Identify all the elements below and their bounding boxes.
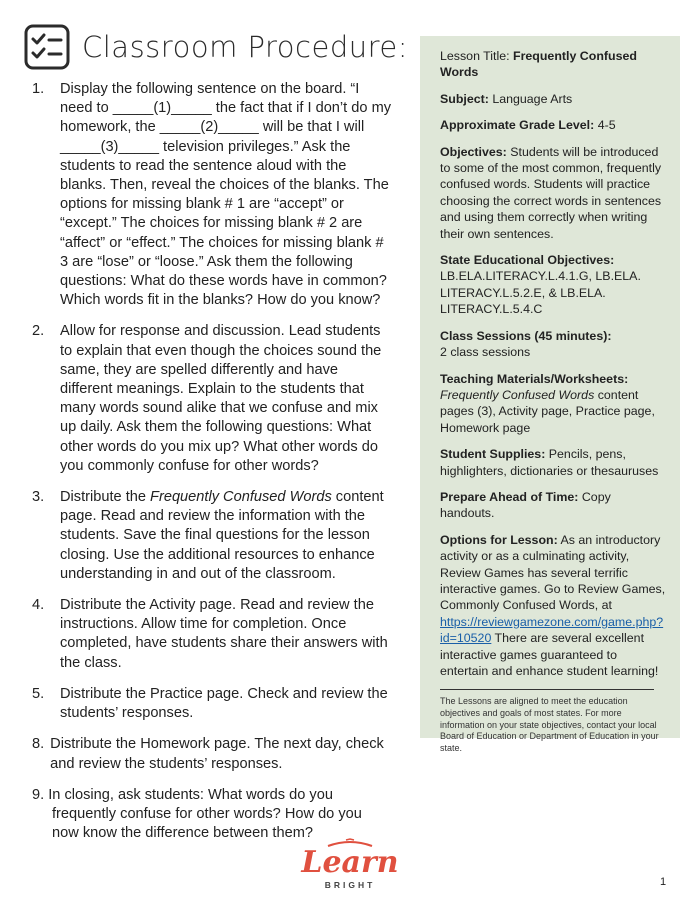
prepare-value: Copy handouts. <box>440 489 611 521</box>
materials-label: Teaching Materials/Worksheets: <box>440 371 629 386</box>
materials-value: content pages (3), Activity page, Practice page, Homework page <box>440 387 655 435</box>
options-section <box>440 532 666 680</box>
grade-value: 4-5 <box>594 118 616 133</box>
step-text-part: Allow for response and discussion. Lead students to explain that even though the choices sound the same, they are spelled differently and have different meanings. Explain to the students that many words sound alike that we confuse and mix up daily. Ask them the following questions: What other words do you mix up? What other words do you commonly confuse for other words? <box>60 323 382 474</box>
materials-title: Frequently Confused Words <box>440 387 595 402</box>
page-number: 1 <box>660 876 667 888</box>
class-sessions-value: 2 class sessions <box>440 345 531 360</box>
numbered-steps <box>32 80 392 723</box>
step-text-part: Display the following sentence on the board. “I need to _____(1)_____ the fact that if I don’t do my homework, the _____(2)_____ will be that I will _____(3)_____ television privileges.” Ask the students to read the sentence aloud with the blanks. Then, reveal the choices of the blanks. The options for missing blank # 1 are “accept” or “except.” The choices for missing blank # 2 are “affect” or “effect.” The choices for missing blank # 3 are “lose” or “loose.” Ask them the following questions: What do these words have in common? Which words fit in the blanks? How do you know? <box>60 81 392 309</box>
procedure-list <box>32 80 392 855</box>
supplies-label: Student Supplies: <box>440 447 546 462</box>
step-number: 3. <box>32 489 45 506</box>
step-text-part: content page. Read and review the information with the students. Save the final questions for the lesson closing. Use the additional resources to enhance understanding in and out of the classroom. <box>60 489 384 582</box>
supplies-section <box>440 446 666 479</box>
step-text: Distribute the Homework page. The next day, check and review the students’ responses. <box>50 736 384 772</box>
options-text: As an introductory activity or as a culminating activity, Review Games has several terrific interactive games. Go to Review Games, Commonly Confused Words, at <box>440 532 666 613</box>
step-8 <box>32 735 392 773</box>
step-3 <box>32 488 392 584</box>
step-number: 1. <box>32 81 45 97</box>
options-text-continued: There are several excellent interactive games guaranteed to entertain and enhance student learning! <box>440 631 659 678</box>
learn-bright-logo <box>296 838 404 890</box>
checklist-icon <box>24 24 70 70</box>
alignment-note: The Lessons are aligned to meet the education objectives and goals of most states. For more information on your state objectives, contact your local Board of Education or Department of Education in your state. <box>440 696 659 753</box>
grade-section <box>440 117 666 133</box>
step-number: 4. <box>32 597 45 614</box>
objectives-value: Students will be introduced to some of the most common, frequently confused words. Students will practice choosing the correct words in sentences and using them correctly when writing their own sentences. <box>440 144 662 241</box>
options-label: Options for Lesson: <box>440 532 558 547</box>
step-4 <box>32 596 392 673</box>
prepare-section <box>440 489 666 522</box>
lesson-title-section <box>440 48 666 81</box>
materials-section <box>440 371 666 437</box>
step-text <box>60 488 392 584</box>
page-title: Classroom Procedure: <box>82 30 409 64</box>
step-text-italic: Frequently Confused Words <box>150 489 332 506</box>
lesson-title-label: Lesson Title: <box>440 49 514 63</box>
step-number: 8. <box>32 736 45 753</box>
class-sessions-section <box>440 328 666 361</box>
prepare-label: Prepare Ahead of Time: <box>440 489 579 504</box>
state-objectives-label: State Educational Objectives: <box>440 253 615 268</box>
step-text-part: Distribute the Practice page. Check and review the students’ responses. <box>60 685 388 722</box>
review-games-link[interactable]: https://reviewgamezone.com/game.php?id=10520 <box>440 614 664 646</box>
subject-section <box>440 91 666 107</box>
step-text <box>60 596 392 673</box>
state-objectives-section <box>440 252 666 318</box>
supplies-value: Pencils, pens, highlighters, dictionaries or thesauruses <box>440 447 659 478</box>
subject-value: Language Arts <box>488 91 573 106</box>
subject-label: Subject: <box>440 91 489 106</box>
state-objectives-value: LB.ELA.LITERACY.L.4.1.G, LB.ELA. LITERACY.L.5.2.E, & LB.ELA. LITERACY.L.5.4.C <box>440 269 641 317</box>
logo-wordmark: Learn <box>301 845 399 880</box>
step-1 <box>32 80 392 310</box>
step-text: 9. In closing, ask students: What words do you frequently confuse for other words? How do you now know the difference between them? <box>32 786 362 842</box>
class-sessions-label: Class Sessions (45 minutes): <box>440 328 612 343</box>
lesson-title: Frequently Confused Words <box>440 49 637 80</box>
step-number: 2. <box>32 323 45 340</box>
step-text <box>60 80 392 310</box>
step-number: 5. <box>32 685 45 702</box>
objectives-section <box>440 144 666 242</box>
logo-subtitle: BRIGHT <box>324 880 376 890</box>
step-9 <box>24 786 392 844</box>
grade-label: Approximate Grade Level: <box>440 118 595 133</box>
step-text-part: Distribute the <box>60 489 151 506</box>
lesson-info-sidebar <box>420 36 680 753</box>
divider <box>440 689 654 690</box>
step-text-part: Distribute the Activity page. Read and review the instructions. Allow time for completion. Once completed, have students share their answers with the class. <box>60 597 388 671</box>
step-2 <box>32 322 392 476</box>
objectives-label: Objectives: <box>440 144 507 159</box>
page-header <box>24 24 408 70</box>
step-text <box>60 685 392 723</box>
step-text <box>60 322 392 476</box>
step-5 <box>32 685 392 723</box>
